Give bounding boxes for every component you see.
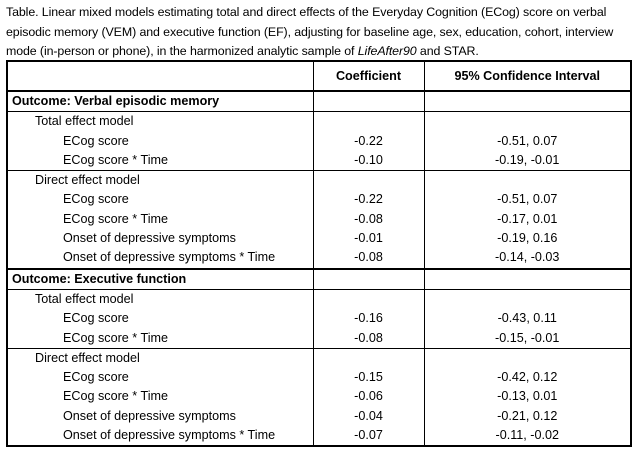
coefficient-value: -0.22 [313,132,424,151]
coefficient-value: -0.01 [313,229,424,248]
confidence-interval-value: -0.14, -0.03 [424,248,631,268]
confidence-interval-value: -0.51, 0.07 [424,190,631,209]
row-label: ECog score [63,192,129,207]
caption-italic-name: LifeAfter90 [357,44,417,58]
model-label: Total effect model [35,291,134,306]
header-coefficient: Coefficient [313,61,424,91]
header-confidence-interval: 95% Confidence Interval [424,61,631,91]
row-label: Onset of depressive symptoms * Time [63,428,276,443]
model-coef-blank [313,289,424,309]
results-table [6,60,632,447]
confidence-interval-value: -0.19, -0.01 [424,151,631,171]
coefficient-value: -0.22 [313,190,424,209]
table-row [7,132,631,151]
table-row [7,229,631,248]
model-coef-blank [313,348,424,368]
model-row [7,112,631,132]
model-ci-blank [424,348,631,368]
coefficient-value: -0.08 [313,210,424,229]
model-row [7,289,631,309]
coefficient-value: -0.15 [313,368,424,387]
confidence-interval-value: -0.43, 0.11 [424,309,631,328]
model-ci-blank [424,171,631,191]
outcome-ci-blank [424,269,631,290]
coefficient-value: -0.07 [313,426,424,446]
row-label: Onset of depressive symptoms [63,408,236,423]
caption-suffix: and STAR. [416,44,479,58]
row-label: ECog score * Time [63,330,168,345]
coefficient-value: -0.16 [313,309,424,328]
confidence-interval-value: -0.11, -0.02 [424,426,631,446]
model-label: Total effect model [35,114,134,129]
outcome-row [7,269,631,290]
outcome-ci-blank [424,91,631,112]
confidence-interval-value: -0.51, 0.07 [424,132,631,151]
coefficient-value: -0.08 [313,329,424,349]
table-row [7,368,631,387]
model-row [7,348,631,368]
table-row [7,190,631,209]
outcome-coef-blank [313,269,424,290]
row-label: ECog score [63,311,129,326]
table-caption [6,3,632,62]
coefficient-value: -0.04 [313,407,424,426]
table-row [7,387,631,406]
model-label: Direct effect model [7,348,313,368]
coefficient-value: -0.06 [313,387,424,406]
outcome-coef-blank [313,91,424,112]
row-label: ECog score * Time [63,389,168,404]
outcome-row [7,91,631,112]
coefficient-value: -0.10 [313,151,424,171]
model-label: Direct effect model [7,171,313,191]
row-label: ECog score [63,133,129,148]
table-row [7,329,631,349]
model-coef-blank [313,171,424,191]
confidence-interval-value: -0.15, -0.01 [424,329,631,349]
confidence-interval-value: -0.17, 0.01 [424,210,631,229]
header-row [7,61,631,91]
table-row [7,309,631,328]
model-row [7,171,631,191]
confidence-interval-value: -0.19, 0.16 [424,229,631,248]
table-row [7,151,631,171]
row-label: ECog score [63,370,129,385]
table-row [7,210,631,229]
table-row [7,407,631,426]
confidence-interval-value: -0.13, 0.01 [424,387,631,406]
row-label: Onset of depressive symptoms * Time [63,250,276,265]
confidence-interval-value: -0.21, 0.12 [424,407,631,426]
model-ci-blank [424,289,631,309]
header-blank [7,61,313,91]
caption-prefix: Table. Linear mixed models estimating total and direct effects of the Everyday Cognition (ECog) score on verbal episodic memory (VEM) and executive function (EF), adjusting for baseline age, sex, education, cohort, interview mode (in-person or phone), in the harmonized analytic sample of [6,5,614,58]
table-body [7,61,631,446]
row-label: Onset of depressive symptoms [63,231,236,246]
outcome-label: Outcome: Executive function [7,269,313,290]
model-coef-blank [313,112,424,132]
row-label: ECog score * Time [63,152,168,167]
table-row [7,248,631,268]
outcome-label: Outcome: Verbal episodic memory [7,91,313,112]
coefficient-value: -0.08 [313,248,424,268]
confidence-interval-value: -0.42, 0.12 [424,368,631,387]
model-ci-blank [424,112,631,132]
row-label: ECog score * Time [63,211,168,226]
table-row [7,426,631,446]
